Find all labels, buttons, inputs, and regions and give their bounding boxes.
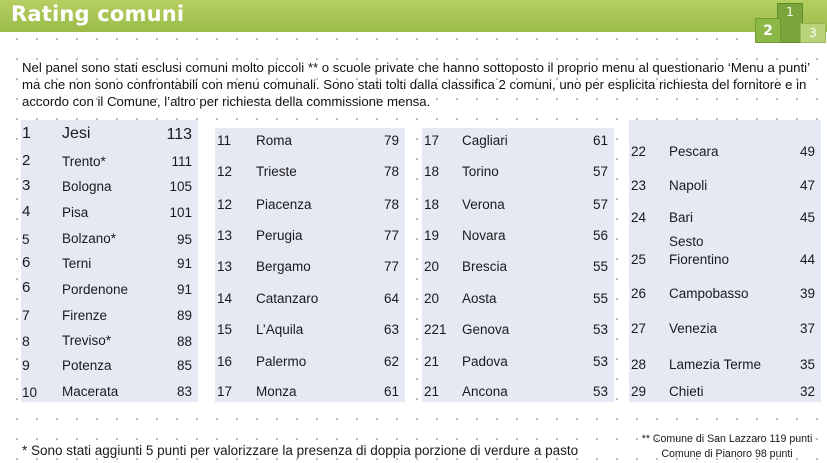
- rank: 17: [424, 133, 440, 148]
- ranking-row: [215, 164, 405, 186]
- rank: 9: [22, 357, 30, 373]
- score: 37: [799, 321, 815, 336]
- ranking-row: [21, 357, 198, 379]
- city-name: Bergamo: [256, 259, 311, 274]
- rank: 20: [424, 291, 440, 306]
- ranking-row: [629, 286, 821, 308]
- city-name-line-2: Fiorentino: [669, 252, 730, 267]
- score: 57: [592, 164, 608, 179]
- rank: 11: [217, 133, 232, 148]
- ranking-row: [21, 203, 198, 225]
- rank: 24: [631, 210, 647, 225]
- title-bar: [0, 0, 827, 32]
- ranking-row: [21, 254, 198, 276]
- rank: 18: [424, 164, 440, 179]
- podium-icon: [755, 3, 825, 41]
- score: 91: [176, 282, 192, 297]
- rank: 13: [217, 259, 233, 274]
- city-name: Firenze: [62, 308, 108, 323]
- ranking-row: [422, 197, 614, 219]
- city-name-line-1: Sesto: [669, 234, 704, 249]
- ranking-row: [21, 307, 198, 329]
- score: 105: [169, 179, 192, 194]
- rank: 21: [424, 354, 440, 369]
- rank: 20: [424, 259, 440, 274]
- city-name: Pordenone: [62, 282, 129, 297]
- city-name: Catanzaro: [256, 291, 319, 306]
- score: 32: [799, 384, 815, 399]
- score: 53: [592, 384, 608, 399]
- ranking-row: [215, 354, 405, 376]
- score: 113: [166, 126, 192, 143]
- ranking-row: [422, 228, 614, 250]
- city-name: Terni: [62, 256, 92, 271]
- city-name: Piacenza: [256, 197, 312, 212]
- score: 95: [176, 232, 192, 247]
- rank: 19: [424, 228, 440, 243]
- rank: 21: [424, 384, 440, 399]
- score: 78: [383, 197, 399, 212]
- score: 111: [171, 154, 192, 169]
- rank: 26: [631, 286, 647, 301]
- city-name: Trento*: [62, 154, 106, 169]
- score: 85: [176, 358, 192, 373]
- ranking-row: [629, 321, 821, 343]
- rank: 6: [22, 279, 31, 296]
- ranking-column-4: [629, 120, 821, 402]
- ranking-column-2: [215, 128, 405, 402]
- rank: 25: [631, 252, 647, 267]
- ranking-row: [422, 164, 614, 186]
- rank: 28: [631, 357, 647, 372]
- ranking-row: [629, 384, 821, 406]
- score: 89: [176, 308, 192, 323]
- score: 61: [592, 133, 608, 148]
- rank: 4: [22, 203, 31, 220]
- score: 44: [799, 252, 815, 267]
- score: 78: [383, 164, 399, 179]
- podium-second: 2: [755, 18, 781, 43]
- city-name: Pisa: [62, 205, 89, 220]
- city-name: Monza: [256, 384, 297, 399]
- score: 55: [592, 291, 608, 306]
- city-name: Torino: [462, 164, 499, 179]
- rank: 8: [22, 333, 30, 349]
- ranking-row: [422, 291, 614, 313]
- score: 57: [592, 197, 608, 212]
- ranking-row: [215, 291, 405, 313]
- score: 88: [176, 334, 192, 349]
- score: 47: [799, 178, 815, 193]
- ranking-row: [21, 279, 198, 301]
- ranking-row: [422, 133, 614, 155]
- city-name: Verona: [462, 197, 505, 212]
- rank: 2: [22, 152, 31, 169]
- score: 64: [383, 291, 399, 306]
- city-name: Bari: [669, 210, 694, 225]
- city-name: Bologna: [62, 179, 112, 194]
- rank: 15: [217, 322, 233, 337]
- score: 56: [592, 228, 608, 243]
- city-name: Perugia: [256, 228, 303, 243]
- city-name: Chieti: [669, 384, 704, 399]
- ranking-row: [629, 210, 821, 232]
- city-name: Venezia: [669, 321, 718, 336]
- rank: 3: [22, 177, 31, 194]
- page-title: Rating comuni: [11, 2, 185, 26]
- rank: 6: [22, 254, 31, 271]
- ranking-column-1: [21, 120, 198, 402]
- ranking-row: [215, 228, 405, 250]
- ranking-row: [215, 384, 405, 406]
- rank: 22: [631, 144, 647, 159]
- city-name: Aosta: [462, 291, 497, 306]
- rank: 221: [424, 322, 447, 337]
- ranking-row: [215, 259, 405, 281]
- score: 63: [383, 322, 399, 337]
- city-name: Cagliari: [462, 133, 508, 148]
- rank: 1: [22, 125, 31, 142]
- ranking-row: [21, 125, 198, 147]
- city-name: L’Aquila: [256, 322, 304, 337]
- score: 62: [383, 354, 399, 369]
- city-name: Trieste: [256, 164, 297, 179]
- ranking-row: [21, 152, 198, 174]
- ranking-row: [215, 197, 405, 219]
- rank: 10: [22, 385, 38, 400]
- rank: 5: [22, 232, 30, 247]
- rank: 27: [631, 321, 647, 336]
- score: 83: [176, 384, 192, 399]
- score: 45: [799, 210, 815, 225]
- podium-third: 3: [800, 23, 826, 43]
- rank: 12: [217, 197, 233, 212]
- city-name: Novara: [462, 228, 506, 243]
- intro-text: Nel panel sono stati esclusi comuni molto piccoli ** o scuole private che hanno sottoposto il proprio menu al questionario ‘Menu a punti’ ma che non sono confrontabili con menu comunali. Sono stati tolti dalla classifica 2 comuni, uno per esplicita richiesta del fornitore e in accordo con il Comune, l’altro per richiesta della commissione mensa.: [22, 60, 810, 109]
- rank: 17: [217, 384, 233, 399]
- rank: 18: [424, 197, 440, 212]
- footnote-star: * Sono stati aggiunti 5 punti per valorizzare la presenza di doppia porzione di verdure a pasto: [22, 443, 579, 458]
- city-name: Brescia: [462, 259, 508, 274]
- rank: 12: [217, 164, 233, 179]
- ranking-row: [21, 383, 198, 405]
- footnote-double-star: [637, 432, 817, 462]
- city-name: Napoli: [669, 178, 708, 193]
- footnote-double-star-line-2: Comune di Pianoro 98 punti: [661, 448, 793, 460]
- city-name: Potenza: [62, 358, 112, 373]
- score: 49: [799, 144, 815, 159]
- podium-first: 1: [777, 3, 803, 43]
- footnote-double-star-line-1: ** Comune di San Lazzaro 119 punti: [641, 433, 813, 445]
- score: 35: [799, 357, 815, 372]
- rank: 29: [631, 384, 647, 399]
- ranking-row: [629, 178, 821, 200]
- ranking-row: [629, 357, 821, 379]
- ranking-row: [629, 234, 821, 276]
- city-name: Palermo: [256, 354, 307, 369]
- ranking-row: [215, 322, 405, 344]
- rank: 13: [217, 228, 233, 243]
- ranking-column-3: [422, 128, 614, 402]
- ranking-row: [21, 333, 198, 355]
- ranking-row: [422, 354, 614, 376]
- score: 61: [383, 384, 399, 399]
- score: 77: [383, 228, 399, 243]
- rank: 23: [631, 178, 647, 193]
- score: 55: [592, 259, 608, 274]
- score: 79: [383, 133, 399, 148]
- city-name: Macerata: [62, 384, 119, 399]
- city-name: Lamezia Terme: [669, 357, 762, 372]
- rank: 7: [22, 307, 30, 323]
- ranking-row: [422, 259, 614, 281]
- score: 91: [176, 256, 192, 271]
- city-name: Campobasso: [669, 286, 749, 301]
- ranking-row: [629, 144, 821, 166]
- city-name: Pescara: [669, 144, 719, 159]
- rank: 16: [217, 354, 233, 369]
- score: 77: [383, 259, 399, 274]
- ranking-row: [21, 230, 198, 252]
- ranking-row: [422, 384, 614, 406]
- city-name: Bolzano*: [62, 231, 117, 246]
- ranking-row: [21, 177, 198, 199]
- score: 53: [592, 322, 608, 337]
- score: 39: [799, 286, 815, 301]
- city-name: Genova: [462, 322, 510, 337]
- score: 101: [169, 205, 192, 220]
- rank: 14: [217, 291, 233, 306]
- ranking-row: [215, 133, 405, 155]
- score: 53: [592, 354, 608, 369]
- city-name: Roma: [256, 133, 293, 148]
- city-name: Jesi: [62, 125, 91, 142]
- city-name: Ancona: [462, 384, 508, 399]
- ranking-row: [422, 322, 614, 344]
- city-name: Padova: [462, 354, 508, 369]
- city-name: Treviso*: [62, 333, 112, 348]
